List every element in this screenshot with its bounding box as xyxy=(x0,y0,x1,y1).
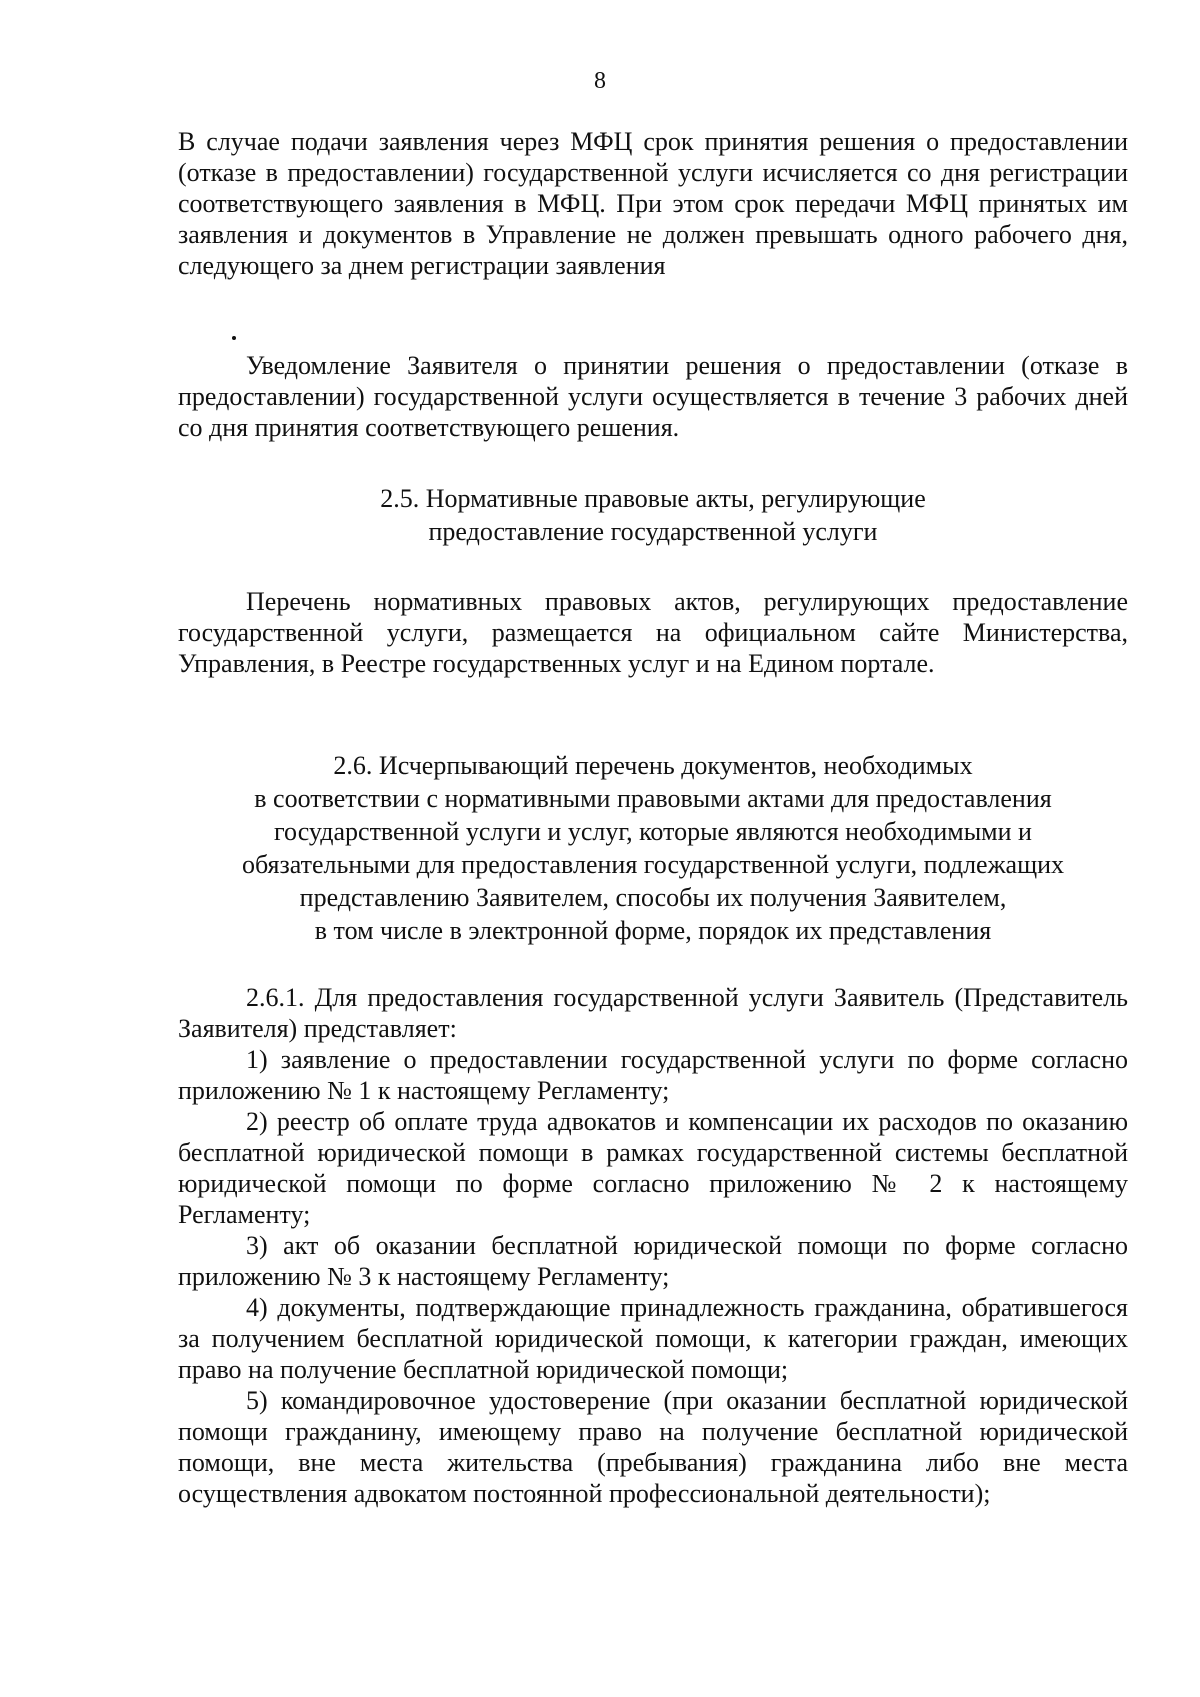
heading-line: 2.5. Нормативные правовые акты, регулирующие xyxy=(380,484,926,513)
heading-line: обязательными для предоставления государственной услуги, подлежащих xyxy=(241,850,1065,879)
list-item: 4) документы, подтверждающие принадлежность гражданина, обратившегося за получением бесплатной юридической помощи, к категории граждан, имеющих право на получение бесплатной юридической помощи; xyxy=(178,1293,1128,1384)
paragraph-2-5 xyxy=(178,586,1128,679)
paragraph-2-6-1: 2.6.1. Для предоставления государственной услуги Заявитель (Представитель Заявителя) представляет: xyxy=(178,983,1128,1043)
paragraph-notice xyxy=(178,350,1128,443)
list-item: 5) командировочное удостоверение (при оказании бесплатной юридической помощи гражданину, имеющему право на получение бесплатной юридической помощи, вне места жительства (пребывания) гражданина либо вне места осуществления адвокатом постоянной профессиональной деятельности); xyxy=(178,1386,1128,1508)
list-item: 3) акт об оказании бесплатной юридической помощи по форме согласно приложению № 3 к настоящему Регламенту; xyxy=(178,1231,1128,1291)
paragraph-2-5-text: Перечень нормативных правовых актов, регулирующих предоставление государственной услуги, размещается на официальном сайте Министерства, Управления, в Реестре государственных услуг и на Едином портале. xyxy=(178,587,1128,678)
paragraph-mfc xyxy=(178,126,1128,281)
heading-line: предоставление государственной услуги xyxy=(428,517,878,546)
section-heading-2-5 xyxy=(178,482,1128,548)
heading-line: представлению Заявителем, способы их получения Заявителем, xyxy=(299,883,1007,912)
stray-dot xyxy=(232,336,236,340)
list-item: 2) реестр об оплате труда адвокатов и компенсации их расходов по оказанию бесплатной юридической помощи в рамках государственной системы бесплатной юридической помощи по форме согласно приложению № 2 к настоящему Регламенту; xyxy=(178,1107,1128,1229)
heading-line: 2.6. Исчерпывающий перечень документов, необходимых xyxy=(333,751,973,780)
paragraph-notice-text: Уведомление Заявителя о принятии решения о предоставлении (отказе в предоставлении) государственной услуги осуществляется в течение 3 рабочих дней со дня принятия соответствующего решения. xyxy=(178,351,1128,442)
list-item: 1) заявление о предоставлении государственной услуги по форме согласно приложению № 1 к настоящему Регламенту; xyxy=(178,1045,1128,1105)
section-heading-2-6 xyxy=(178,749,1128,947)
heading-line: в том числе в электронной форме, порядок их представления xyxy=(314,916,992,945)
heading-line: государственной услуги и услуг, которые являются необходимыми и xyxy=(274,817,1032,846)
paragraph-mfc-text: В случае подачи заявления через МФЦ срок принятия решения о предоставлении (отказе в предоставлении) государственной услуги исчисляется со дня регистрации соответствующего заявления в МФЦ. При этом срок передачи МФЦ принятых им заявления и документов в Управление не должен превышать одного рабочего дня, следующего за днем регистрации заявления xyxy=(178,127,1128,280)
heading-line: в соответствии с нормативными правовыми актами для предоставления xyxy=(254,784,1052,813)
list-section-2-6-1 xyxy=(178,982,1128,1509)
page-number: 8 xyxy=(594,68,606,94)
